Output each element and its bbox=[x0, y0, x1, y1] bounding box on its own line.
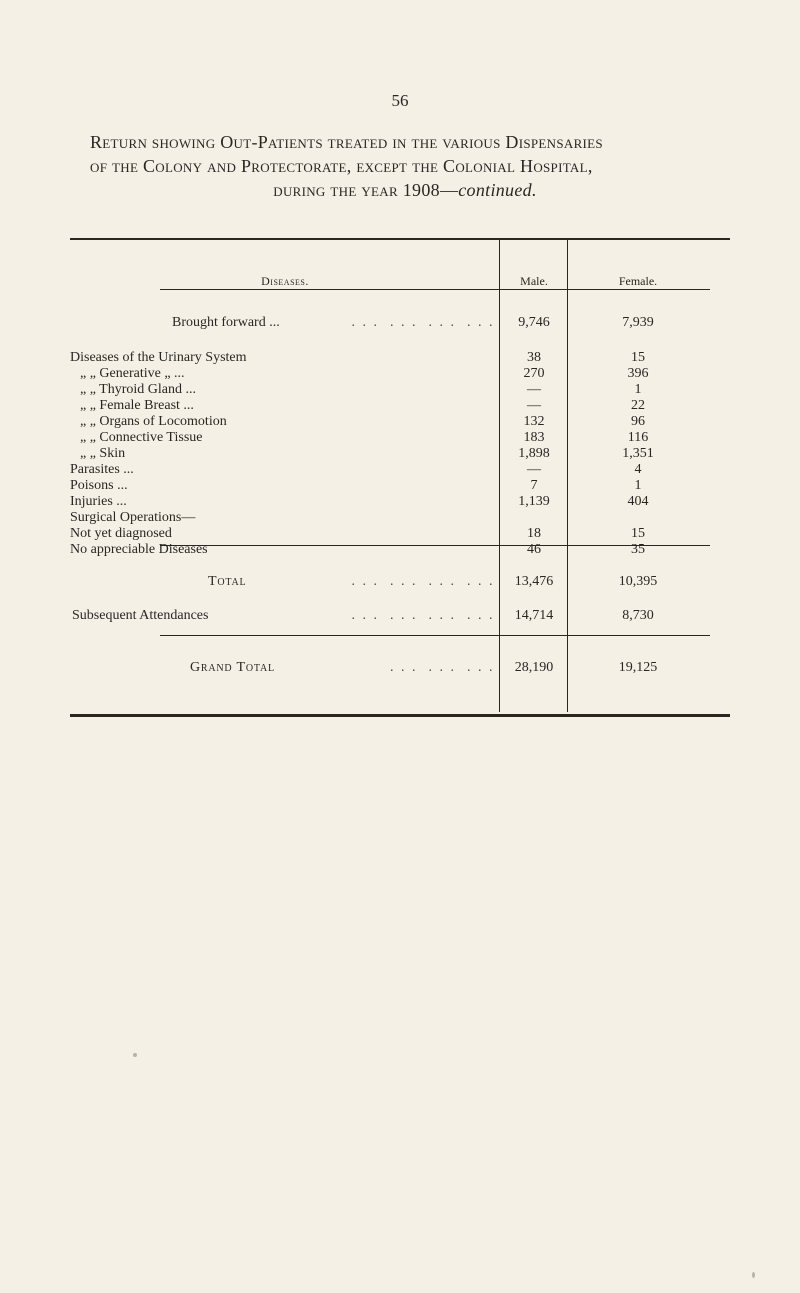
row-female-value: 4 bbox=[634, 462, 642, 477]
heading-line-3-main: during the year 1908— bbox=[273, 180, 459, 200]
row-label: Surgical Operations— bbox=[70, 510, 196, 525]
row-female-value: 116 bbox=[627, 430, 649, 445]
table-row bbox=[70, 526, 730, 542]
row-male-value: — bbox=[527, 398, 541, 413]
table-row bbox=[70, 446, 730, 462]
row-label: Diseases of the Urinary System bbox=[70, 350, 247, 365]
row-male-value: 28,190 bbox=[514, 660, 554, 675]
table-row bbox=[70, 382, 730, 398]
table-top-rule bbox=[70, 238, 730, 240]
row-male-value: — bbox=[527, 462, 541, 477]
row-label: „ „ Skin bbox=[80, 446, 126, 461]
row-female-value: 1 bbox=[634, 478, 642, 493]
row-label: „ „ Organs of Locomotion bbox=[80, 414, 227, 429]
row-label: Grand Total bbox=[190, 660, 275, 675]
table-row bbox=[70, 542, 730, 558]
row-label: Poisons ... bbox=[70, 478, 128, 493]
table-row bbox=[70, 494, 730, 510]
row-female-value: 15 bbox=[631, 350, 645, 365]
row-female-value: 7,939 bbox=[622, 315, 654, 330]
header-diseases: Diseases. bbox=[261, 274, 309, 288]
row-male-value: — bbox=[527, 382, 541, 397]
row-female-value: 15 bbox=[631, 526, 645, 541]
row-label: „ „ Generative „ ... bbox=[80, 366, 185, 381]
row-female-value: 404 bbox=[627, 494, 649, 509]
table-row bbox=[70, 398, 730, 414]
heading-line-2: of the Colony and Protectorate, except the Colonial Hospital, bbox=[90, 156, 593, 176]
row-male-value: 1,139 bbox=[518, 494, 550, 509]
table-row-total bbox=[70, 574, 730, 590]
heading-line-3 bbox=[90, 178, 720, 202]
row-male-value: 18 bbox=[527, 526, 541, 541]
row-female-value: 35 bbox=[631, 542, 645, 557]
row-male-value: 13,476 bbox=[514, 574, 554, 589]
table-row-subsequent bbox=[70, 608, 730, 624]
leader-dots: . . . . . . . . . bbox=[390, 660, 500, 675]
row-female-value: 19,125 bbox=[618, 660, 658, 675]
table-bottom-rule bbox=[70, 714, 730, 717]
row-female-value: 96 bbox=[631, 414, 645, 429]
row-male-value: 270 bbox=[523, 366, 545, 381]
leader-dots: . . . . . . . . . . . . bbox=[351, 315, 500, 330]
row-label: Subsequent Attendances bbox=[72, 608, 209, 623]
row-female-value: 1 bbox=[634, 382, 642, 397]
table-row bbox=[70, 414, 730, 430]
table-row bbox=[70, 350, 730, 366]
row-label: Parasites ... bbox=[70, 462, 134, 477]
row-label: „ „ Connective Tissue bbox=[80, 430, 203, 445]
row-label: „ „ Thyroid Gland ... bbox=[80, 382, 196, 397]
header-rule bbox=[160, 289, 710, 290]
row-female-value: 22 bbox=[631, 398, 645, 413]
row-female-value: 8,730 bbox=[622, 608, 654, 623]
row-male-value: 46 bbox=[527, 542, 541, 557]
table-row-brought-forward bbox=[70, 315, 730, 331]
row-male-value: 38 bbox=[527, 350, 541, 365]
heading-line-3-italic: continued. bbox=[458, 180, 537, 200]
row-label: Injuries ... bbox=[70, 494, 127, 509]
row-label: No appreciable Diseases bbox=[70, 542, 208, 557]
header-female: Female. bbox=[618, 274, 658, 288]
row-male-value: 14,714 bbox=[514, 608, 554, 623]
paper-speck bbox=[752, 1272, 755, 1278]
row-male-value: 183 bbox=[523, 430, 545, 445]
table-row bbox=[70, 430, 730, 446]
paper-speck bbox=[133, 1053, 137, 1057]
table-row bbox=[70, 478, 730, 494]
table-row-grand-total bbox=[70, 660, 730, 676]
page-number: 56 bbox=[391, 91, 409, 110]
leader-dots: . . . . . . . . . . . . bbox=[351, 608, 500, 623]
heading-line-1: Return showing Out-Patients treated in the various Dispensaries bbox=[90, 132, 603, 152]
row-female-value: 396 bbox=[627, 366, 649, 381]
leader-dots: . . . . . . . . . . . . bbox=[351, 574, 500, 589]
out-patients-table bbox=[70, 238, 730, 716]
row-female-value: 10,395 bbox=[618, 574, 658, 589]
table-row bbox=[70, 462, 730, 478]
row-male-value: 1,898 bbox=[518, 446, 550, 461]
row-female-value: 1,351 bbox=[622, 446, 654, 461]
row-male-value: 132 bbox=[523, 414, 545, 429]
row-label: Total bbox=[208, 574, 247, 589]
row-male-value: 7 bbox=[530, 478, 538, 493]
row-label: Not yet diagnosed bbox=[70, 526, 172, 541]
row-label: „ „ Female Breast ... bbox=[80, 398, 194, 413]
table-row bbox=[70, 366, 730, 382]
header-male: Male. bbox=[520, 274, 548, 288]
row-label: Brought forward ... bbox=[172, 315, 280, 330]
row-male-value: 9,746 bbox=[518, 315, 550, 330]
grand-total-rule bbox=[160, 635, 710, 636]
page-heading bbox=[90, 130, 720, 202]
table-row bbox=[70, 510, 730, 526]
